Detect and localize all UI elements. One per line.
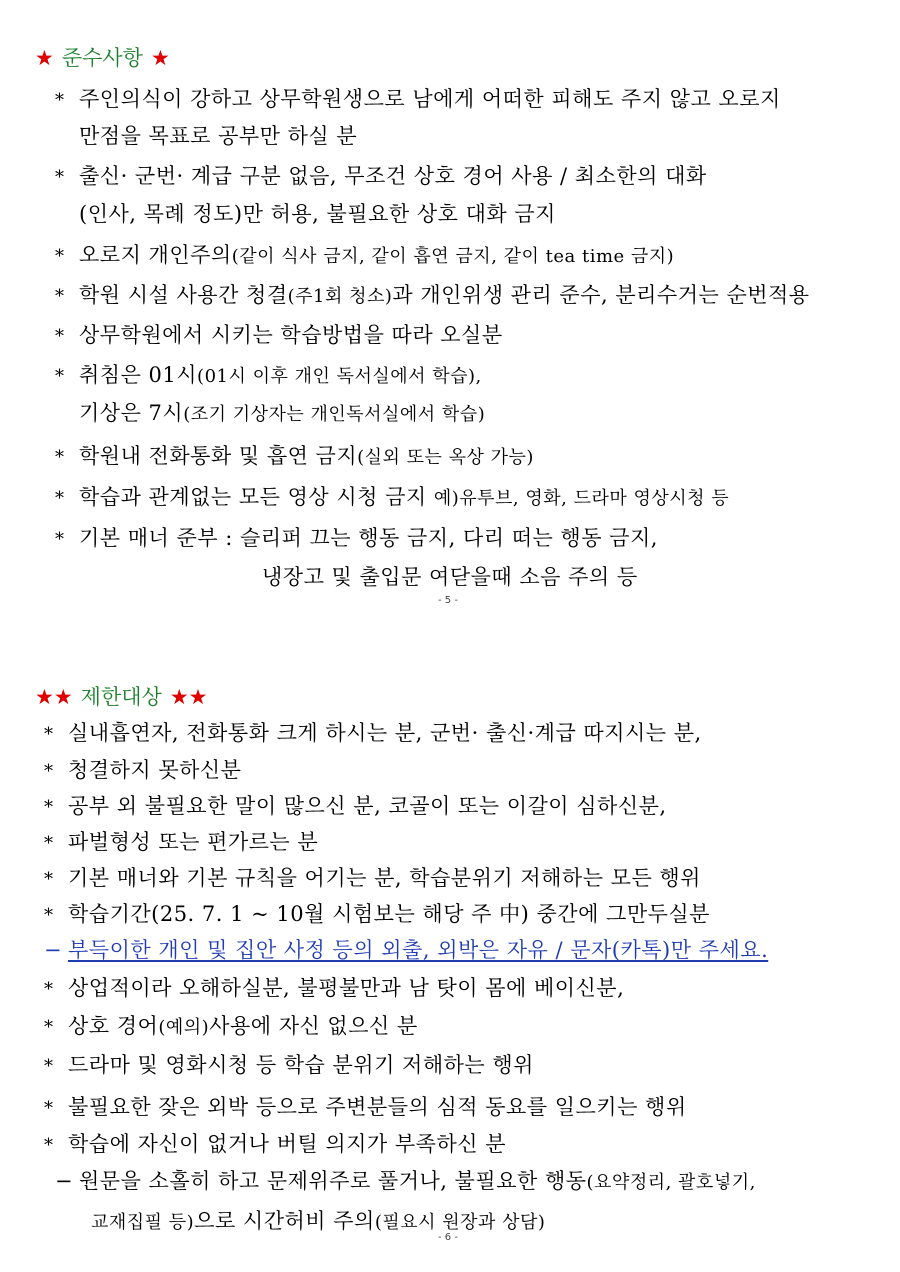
rule-continuation xyxy=(262,561,638,591)
section1-heading xyxy=(35,42,170,72)
dash-icon: − xyxy=(55,1169,74,1193)
restriction-text: 불필요한 잦은 외박 등으로 주변분들의 심적 동요를 일으키는 행위 xyxy=(68,1095,687,1119)
rule-note: (같이 식사 금지, 같이 흡연 금지, 같이 tea time 금지) xyxy=(231,246,675,267)
star-icon: ★ xyxy=(150,46,170,70)
restriction-text: 실내흡연자, 전화통화 크게 하시는 분, 군번· 출신·계급 따지시는 분, xyxy=(68,721,702,745)
restriction-item xyxy=(44,898,710,928)
restriction-text: 공부 외 불필요한 말이 많으신 분, 코골이 또는 이갈이 심하신분, xyxy=(68,794,667,818)
rule-item xyxy=(55,160,707,190)
bullet-icon: * xyxy=(55,488,65,509)
restriction-text: 상업적이라 오해하실분, 불평불만과 남 탓이 몸에 베이신분, xyxy=(68,976,625,1000)
restriction-text: 상호 경어 xyxy=(68,1014,159,1038)
rule-text: 기본 매너 준부 : 슬리퍼 끄는 행동 금지, 다리 떠는 행동 금지, xyxy=(79,526,658,550)
rule-text: 취침은 01시 xyxy=(79,363,198,387)
bullet-icon: * xyxy=(44,833,54,854)
restriction-note: (필요시 원장과 상담) xyxy=(374,1212,546,1233)
bullet-icon: * xyxy=(44,761,54,782)
restriction-item xyxy=(44,754,241,784)
bullet-icon: * xyxy=(55,286,65,307)
bullet-icon: * xyxy=(44,724,54,745)
rule-note: (주1회 청소) xyxy=(287,286,393,307)
rule-item xyxy=(55,279,810,309)
restriction-continuation xyxy=(91,1205,545,1235)
star-icon: ★★ xyxy=(35,685,73,709)
bullet-icon: * xyxy=(44,1135,54,1156)
restriction-text: 청결하지 못하신분 xyxy=(68,758,242,782)
bullet-icon: * xyxy=(55,90,65,111)
page-number: - 6 - xyxy=(438,1232,458,1243)
rule-item xyxy=(55,440,534,470)
rule-text: 과 개인위생 관리 준수, 분리수거는 순번적용 xyxy=(392,283,810,307)
bullet-icon: * xyxy=(44,797,54,818)
rule-item xyxy=(55,481,729,511)
restriction-item xyxy=(44,862,701,892)
restriction-item xyxy=(44,826,318,856)
rule-text: 만점을 목표로 공부만 하실 분 xyxy=(79,124,358,148)
star-icon: ★★ xyxy=(169,685,208,709)
restriction-text: 사용에 자신 없으신 분 xyxy=(209,1014,418,1038)
rule-continuation xyxy=(79,120,357,150)
rule-note: (실외 또는 옥상 가능) xyxy=(357,447,534,468)
restriction-text: 학습에 자신이 없거나 버틸 의지가 부족하신 분 xyxy=(68,1132,506,1156)
restriction-item xyxy=(44,717,702,747)
rule-text: 학원내 전화통화 및 흡연 금지 xyxy=(79,444,358,468)
bullet-icon: * xyxy=(55,246,65,267)
bullet-icon: * xyxy=(44,1098,54,1119)
rule-item xyxy=(55,239,674,269)
rule-text: 기상은 7시 xyxy=(79,401,184,425)
restriction-text: 드라마 및 영화시청 등 학습 분위기 저해하는 행위 xyxy=(68,1053,534,1077)
bullet-icon: * xyxy=(55,167,65,188)
restriction-text: 파벌형성 또는 편가르는 분 xyxy=(68,830,319,854)
restriction-item xyxy=(44,1091,687,1121)
restriction-note xyxy=(44,934,768,964)
rule-item xyxy=(55,319,503,349)
section2-title: 제한대상 xyxy=(80,685,162,709)
section2-heading xyxy=(35,681,207,711)
rule-note: (조기 기상자는 개인독서실에서 학습) xyxy=(183,404,486,425)
restriction-note-text: 부득이한 개인 및 집안 사정 등의 외출, 외박은 자유 / 문자(카톡)만 주세요. xyxy=(68,938,769,962)
bullet-icon: * xyxy=(44,905,54,926)
rule-text: 냉장고 및 출입문 여닫을때 소음 주의 등 xyxy=(262,565,638,589)
restriction-text: 원문을 소홀히 하고 문제위주로 풀거나, 불필요한 행동 xyxy=(79,1169,587,1193)
rule-note: (01시 이후 개인 독서실에서 학습), xyxy=(197,366,482,387)
rule-note: 예)유투브, 영화, 드라마 영상시청 등 xyxy=(433,488,730,509)
star-icon: ★ xyxy=(35,46,54,70)
bullet-icon: * xyxy=(44,979,54,1000)
restriction-item xyxy=(44,1128,506,1158)
dash-icon: − xyxy=(44,938,63,962)
rule-item xyxy=(55,522,658,552)
rule-text: 학습과 관계없는 모든 영상 시청 금지 xyxy=(79,485,434,509)
restriction-text: 학습기간(25. 7. 1 ~ 10월 시험보는 해당 주 中) 중간에 그만두실분 xyxy=(68,902,710,926)
page-number: - 5 - xyxy=(438,595,458,606)
bullet-icon: * xyxy=(55,529,65,550)
rule-item xyxy=(55,359,482,389)
bullet-icon: * xyxy=(55,366,65,387)
restriction-text: 기본 매너와 기본 규칙을 어기는 분, 학습분위기 저해하는 모든 행위 xyxy=(68,866,701,890)
restriction-note: (예의) xyxy=(158,1017,210,1038)
restriction-item xyxy=(44,972,624,1002)
rule-text: 출신· 군번· 계급 구분 없음, 무조건 상호 경어 사용 / 최소한의 대화 xyxy=(79,164,707,188)
bullet-icon: * xyxy=(44,1017,54,1038)
restriction-note: (요약정리, 괄호넣기, xyxy=(586,1172,756,1193)
bullet-icon: * xyxy=(55,326,65,347)
bullet-icon: * xyxy=(55,447,65,468)
rule-text: 주인의식이 강하고 상무학원생으로 남에게 어떠한 피해도 주지 않고 오로지 xyxy=(79,87,781,111)
rule-text: 오로지 개인주의 xyxy=(79,243,232,267)
restriction-item xyxy=(44,1010,418,1040)
restriction-item xyxy=(44,1049,534,1079)
restriction-note: 교재집필 등) xyxy=(91,1212,195,1233)
restriction-subitem xyxy=(55,1165,756,1195)
section1-title: 준수사항 xyxy=(61,46,143,70)
rule-text: 학원 시설 사용간 청결 xyxy=(79,283,288,307)
rule-continuation xyxy=(79,397,485,427)
bullet-icon: * xyxy=(44,869,54,890)
restriction-item xyxy=(44,790,667,820)
bullet-icon: * xyxy=(44,1056,54,1077)
rule-text: (인사, 목례 정도)만 허용, 불필요한 상호 대화 금지 xyxy=(79,202,556,226)
rule-continuation xyxy=(79,198,556,228)
rule-text: 상무학원에서 시키는 학습방법을 따라 오실분 xyxy=(79,323,503,347)
rule-item xyxy=(55,83,781,113)
restriction-text: 으로 시간허비 주의 xyxy=(194,1209,375,1233)
